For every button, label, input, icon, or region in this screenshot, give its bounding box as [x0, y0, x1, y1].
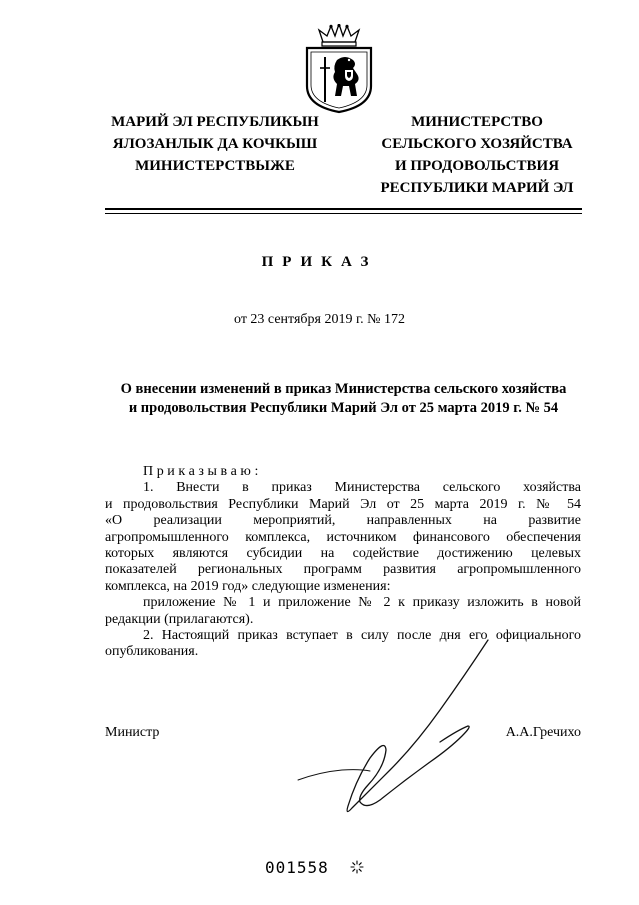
asterisk-mark-icon: [350, 860, 364, 874]
body-line: 1. Внести в приказ Министерства сельского хозяйства: [143, 480, 581, 496]
body-line: показателей региональных программ развития агропромышленного: [105, 562, 581, 578]
body-line: которых являются субсидии на содействие достижению целевых: [105, 545, 581, 561]
body-line: «О реализации мероприятий, направленных на развитие: [105, 513, 581, 529]
coat-of-arms-icon: [301, 24, 377, 114]
body-line: агропромышленного комплекса, источником финансового обеспечения: [105, 529, 581, 545]
header-right-line: РЕСПУБЛИКИ МАРИЙ ЭЛ: [380, 180, 574, 196]
header-right-line: МИНИСТЕРСТВО: [411, 114, 543, 130]
body-line: приложение № 1 и приложение № 2 к приказу изложить в новой: [143, 595, 581, 611]
body-line: опубликования.: [105, 644, 199, 660]
header-right-line: И ПРОДОВОЛЬСТВИЯ: [394, 158, 560, 174]
header-right-line: СЕЛЬСКОГО ХОЗЯЙСТВА: [381, 136, 573, 152]
header-left-line: МАРИЙ ЭЛ РЕСПУБЛИКЫН: [111, 114, 319, 130]
signatory-position: Министр: [105, 725, 160, 740]
body-line: и продовольствия Республики Марий Эл от 25 марта 2019 г. № 54: [105, 496, 581, 512]
header-right-org-name: [366, 111, 588, 199]
document-title: [105, 380, 582, 418]
body-line: редакции (прилагаются).: [105, 611, 254, 627]
header-left-line: ЯЛОЗАНЛЫК ДА КОЧКЫШ: [112, 136, 318, 152]
body-line: комплекса, на 2019 год» следующие изменения:: [105, 578, 391, 594]
document-title-line: О внесении изменений в приказ Министерства сельского хозяйства: [120, 381, 567, 397]
document-type: ПРИКАЗ: [261, 254, 378, 270]
document-date-number: от 23 сентября 2019 г. № 172: [234, 312, 405, 327]
document-title-line: и продовольствия Республики Марий Эл от 25 марта 2019 г. № 54: [128, 400, 559, 416]
body-line: 2. Настоящий приказ вступает в силу после дня его официального: [143, 627, 581, 643]
document-serial-number: 001558: [265, 858, 329, 877]
header-divider-thick: [105, 208, 582, 210]
header-divider-thin: [105, 213, 582, 214]
signatory-name: А.А.Гречихо: [505, 725, 581, 740]
header-left-line: МИНИСТЕРСТВЫЖЕ: [135, 158, 295, 174]
body-line: Приказываю:: [143, 464, 262, 479]
handwritten-signature-icon: [290, 630, 520, 830]
header-left-org-name: [104, 111, 326, 177]
